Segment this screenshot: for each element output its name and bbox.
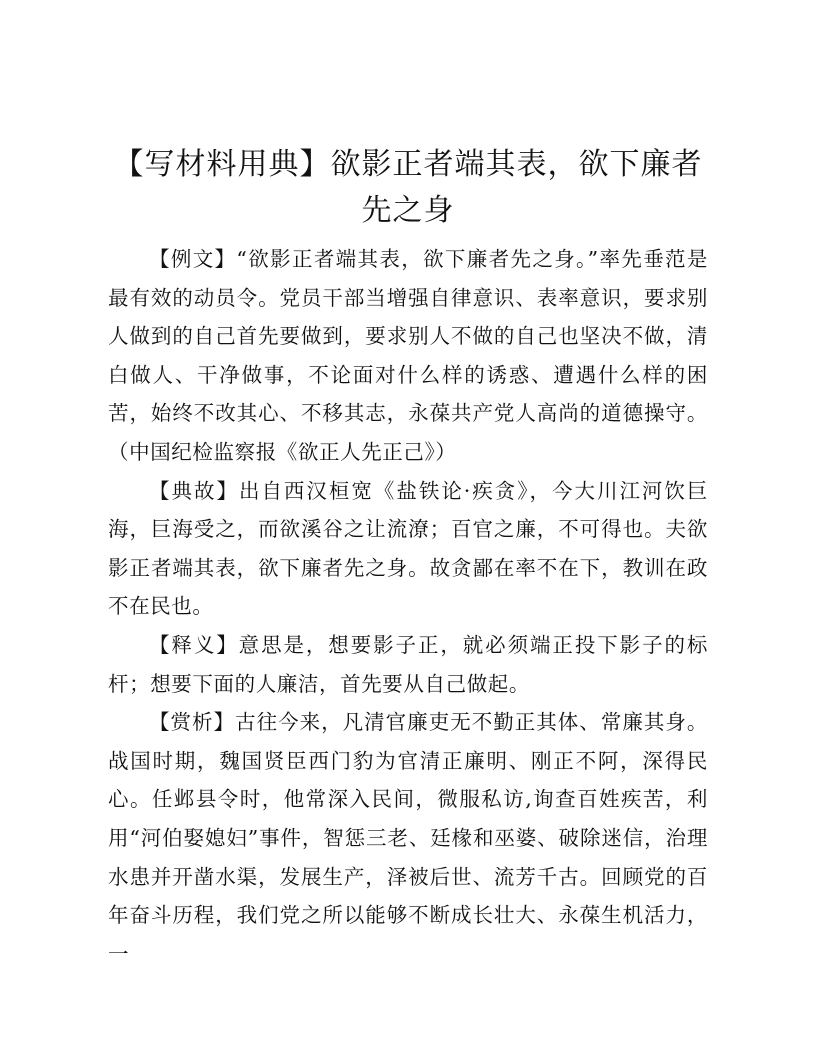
paragraph-tag: 【例文】 <box>149 247 237 271</box>
paragraph-tag: 【赏析】 <box>149 710 236 735</box>
paragraph-example <box>108 240 708 472</box>
paragraph-text: 意思是，想要影子正，就必须端正投下影子的标杆；想要下面的人廉洁，首先要从自己做起。 <box>108 632 708 696</box>
document-body <box>108 240 708 973</box>
paragraph-appreciation <box>108 703 708 973</box>
paragraph-tag: 【释义】 <box>149 632 239 657</box>
paragraph-interpretation <box>108 626 708 703</box>
paragraph-text: “欲影正者端其表，欲下廉者先之身。”率先垂范是最有效的动员令。党员干部当增强自律意识、表率意识，要求别人做到的自己首先要做到，要求别人不做的自己也坚决不做，清白做人、干净做事，不论面对什么样的诱惑、遭遇什么样的困苦，始终不改其心、不移其志，永葆共产党人高尚的道德操守。（中国纪检监察报《欲正人先正己》） <box>108 247 708 464</box>
paragraph-text: 出自西汉桓宽《盐铁论·疾贪》，今大川江河饮巨海，巨海受之，而欲溪谷之让流潦；百官之廉，不可得也。夫欲影正者端其表，欲下廉者先之身。故贪鄙在率不在下，教训在政不在民也。 <box>108 478 709 619</box>
paragraph-tag: 【典故】 <box>149 478 239 503</box>
document-title: 【写材料用典】欲影正者端其表，欲下廉者先之身 <box>113 147 703 228</box>
paragraph-allusion <box>108 472 708 626</box>
paragraph-text: 古往今来，凡清官廉吏无不勤正其体、常廉其身。战国时期，魏国贤臣西门豹为官清正廉明、刚正不阿，深得民心。任邺县令时，他常深入民间，微服私访,询查百姓疾苦，利用“河伯娶媳妇”事件，智惩三老、廷椽和巫婆、破除迷信，治理水患并开凿水渠，发展生产，泽被后世、流芳千古。回顾党的百年奋斗历程，我们党之所以能够不断成长壮大、永葆生机活力，一 <box>108 710 708 966</box>
